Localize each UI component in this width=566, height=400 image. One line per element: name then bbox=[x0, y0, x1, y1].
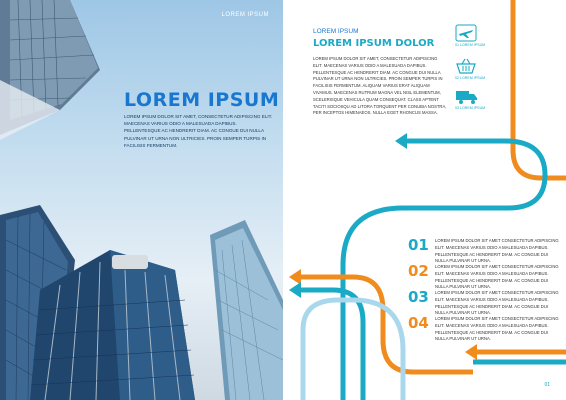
shopping-basket-icon bbox=[455, 57, 477, 75]
step-number: 04 bbox=[408, 314, 429, 332]
delivery-truck-icon bbox=[455, 89, 479, 105]
right-page bbox=[283, 0, 566, 400]
icon-caption: 02 LOREM IPSUM bbox=[455, 76, 486, 80]
step-number: 03 bbox=[408, 288, 429, 306]
page-number: 01 bbox=[544, 382, 550, 388]
icon-caption: 01 LOREM IPSUM bbox=[455, 43, 486, 47]
section-body-text: LOREM IPSUM DOLOR SIT AMET, CONSECTETUR ADIPISCING ELIT. MAECENAS VARIUS ODIO A MALESUADA DAPIBUS. PELLENTESQUE AC HENDRERIT DIAM. AC CONGUE DUI NULLA PULVINAR UT URNA NON ULTRICIES. PROIN SEMPER TURPIS IN FACILISIS FERMENTUM. ALIQUAM VARIUS ERAT ALIQUAM VIVAMUS. MAECENAS RUTRUM MAGNA VEL NISL ELEMENTUM, SCELERISQUE VEHICULA QUAM CONSEQUAT. CLASS APTENT TACITI SOCIOSQU AD LITORA TORQUENT PER CONUBIA NOSTRA, PER INCEPTOS HIMENAEOS. NULLA EGET RHONCUS MASSA. bbox=[313, 56, 447, 116]
icon-caption: 03 LOREM IPSUM bbox=[455, 106, 486, 110]
step-number: 02 bbox=[408, 262, 429, 280]
step-text: LOREM IPSUM DOLOR SIT AMET CONSECTETUR ADIPISCING ELIT. MAECENAS VARIUS ODIO A MALESUADA DAPIBUS. PELLENTESQUE AC HENDRERIT DIAM. AC CONGUE DUI NULLA PULVINAR UT URNA. bbox=[435, 238, 559, 264]
airplane-icon bbox=[455, 24, 477, 42]
step-text: LOREM IPSUM DOLOR SIT AMET CONSECTETUR ADIPISCING ELIT. MAECENAS VARIUS ODIO A MALESUADA DAPIBUS. PELLENTESQUE AC HENDRERIT DIAM. AC CONGUE DUI NULLA PULVINAR UT URNA. bbox=[435, 264, 559, 290]
icon-item-airplane bbox=[455, 24, 495, 47]
step-text: LOREM IPSUM DOLOR SIT AMET CONSECTETUR ADIPISCING ELIT. MAECENAS VARIUS ODIO A MALESUADA DAPIBUS. PELLENTESQUE AC HENDRERIT DIAM. AC CONGUE DUI NULLA PULVINAR UT URNA. bbox=[435, 290, 559, 316]
step-number: 01 bbox=[408, 236, 429, 254]
left-header-label: LOREM IPSUM bbox=[221, 12, 269, 18]
hero-title: LOREM IPSUM bbox=[124, 89, 280, 111]
hero-body-text: LOREM IPSUM DOLOR SIT AMET, CONSECTETUR ADIPISCING ELIT. MAECENAS VARIUS ODIO A MALESUADA DAPIBUS. PELLENTESQUE AC HENDRERIT DIAM. AC CONGUE DUI NULLA PULVINAR UT URNA NON ULTRICIES. PROIN SEMPER TURPIS IN FACILISIS FERMENTUM. bbox=[124, 114, 273, 148]
icon-item-basket bbox=[455, 57, 495, 80]
icon-item-truck bbox=[455, 89, 495, 110]
section-title: LOREM IPSUM DOLOR bbox=[313, 38, 435, 49]
section-kicker: LOREM IPSUM bbox=[313, 28, 359, 35]
step-text: LOREM IPSUM DOLOR SIT AMET CONSECTETUR ADIPISCING ELIT. MAECENAS VARIUS ODIO A MALESUADA DAPIBUS. PELLENTESQUE AC HENDRERIT DIAM. AC CONGUE DUI NULLA PULVINAR UT URNA. bbox=[435, 316, 559, 342]
